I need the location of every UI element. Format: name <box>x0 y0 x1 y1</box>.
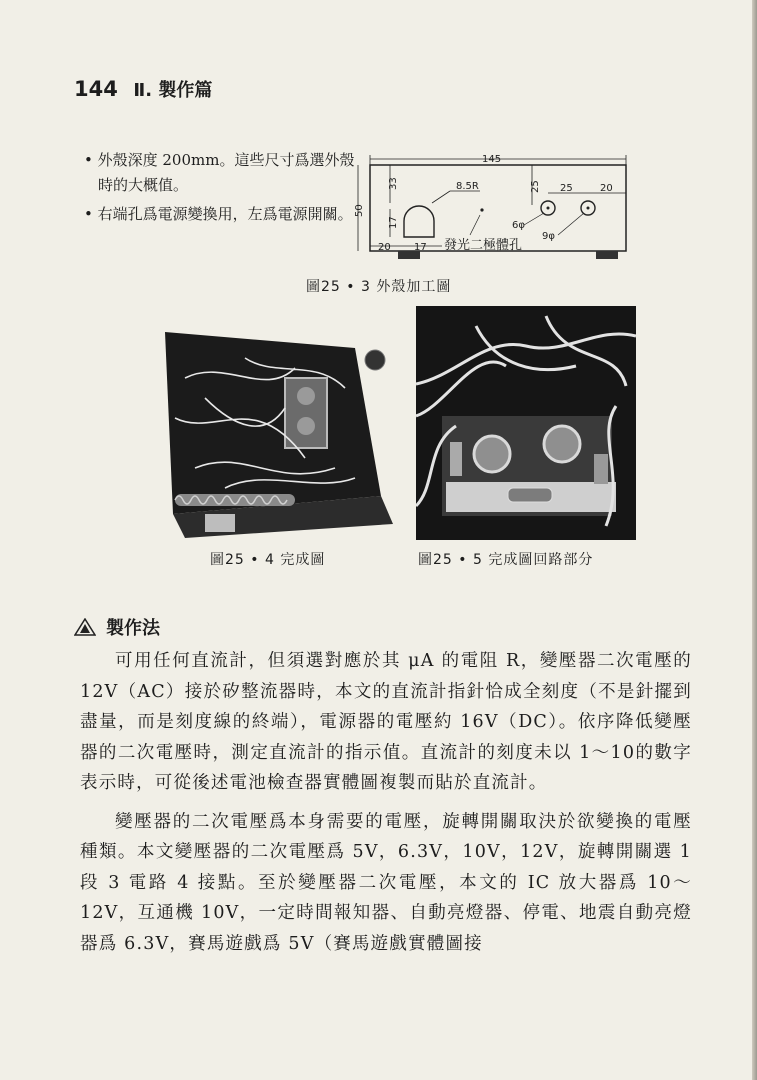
dim-small: 17 <box>388 216 399 229</box>
dim-top-left: 33 <box>388 177 399 190</box>
triangle-icon <box>74 618 96 636</box>
dim-bottom-b: 17 <box>414 242 427 253</box>
figure-caption-5: 圖25 • 5 完成圖回路部分 <box>418 552 594 568</box>
note-item: • 外殼深度 200mm。這些尺寸爲選外殼時的大概值。 <box>84 151 355 194</box>
led-label: 發光二極體孔 <box>444 238 523 253</box>
paragraph: 可用任何直流計，但須選對應於其 μA 的電阻 R，變壓器二次電壓的 12V（AC）接於矽整流器時，本文的直流計指針恰成全刻度（不是針擺到盡量，而是刻度線的終端），電源器的電壓約 16V（DC）。依序降低變壓器的二次電壓時，測定直流計的指示值。直流計的刻度未以 1～10的數字表示時，可從後述電池檢查器實體圖複製而貼於直流計。 <box>80 651 692 793</box>
method-heading <box>74 614 160 640</box>
hole-label-6: 6φ <box>512 220 525 231</box>
section-title: Ⅱ. 製作篇 <box>133 80 213 101</box>
dim-bottom-a: 20 <box>378 242 391 253</box>
case-foot <box>596 251 618 259</box>
method-title: 製作法 <box>106 618 160 639</box>
photo-completed-unit <box>145 318 397 542</box>
page-number: 144 <box>74 77 118 101</box>
led-hole <box>480 208 483 211</box>
figure-caption-4: 圖25 • 4 完成圖 <box>210 552 326 568</box>
paragraph: 變壓器的二次電壓爲本身需要的電壓，旋轉開關取決於欲變換的電壓種類。本文變壓器的二次電壓爲 5V，6.3V，10V，12V，旋轉開關選 1 段 3 電路 4 接點。至於變壓器二次電壓，本文的 IC 放大器爲 10～12V，互通機 10V，一定時間報知器、自動亮燈器、停電、地震自動亮燈器爲 6.3V，賽馬遊戲爲 5V（賽馬遊戲實體圖接 <box>80 811 692 954</box>
note-item: • 右端孔爲電源變換用，左爲電源開關。 <box>84 205 353 223</box>
body-text <box>80 646 692 967</box>
page-edge <box>752 0 757 1080</box>
dim-width: 145 <box>482 154 502 165</box>
case-drawing <box>352 153 642 271</box>
figure-caption-3: 圖25 • 3 外殼加工圖 <box>306 279 452 295</box>
hole-label-9: 9φ <box>542 231 555 242</box>
page-header <box>74 76 212 102</box>
dim-right-vert: 25 <box>530 180 541 193</box>
switch-opening <box>404 206 434 237</box>
dim-height: 50 <box>354 204 365 217</box>
photo-circuit-detail <box>416 306 636 540</box>
dim-right-b: 20 <box>600 183 613 194</box>
dim-radius: 8.5R <box>456 181 479 192</box>
notes <box>84 148 359 231</box>
dim-right-a: 25 <box>560 183 573 194</box>
